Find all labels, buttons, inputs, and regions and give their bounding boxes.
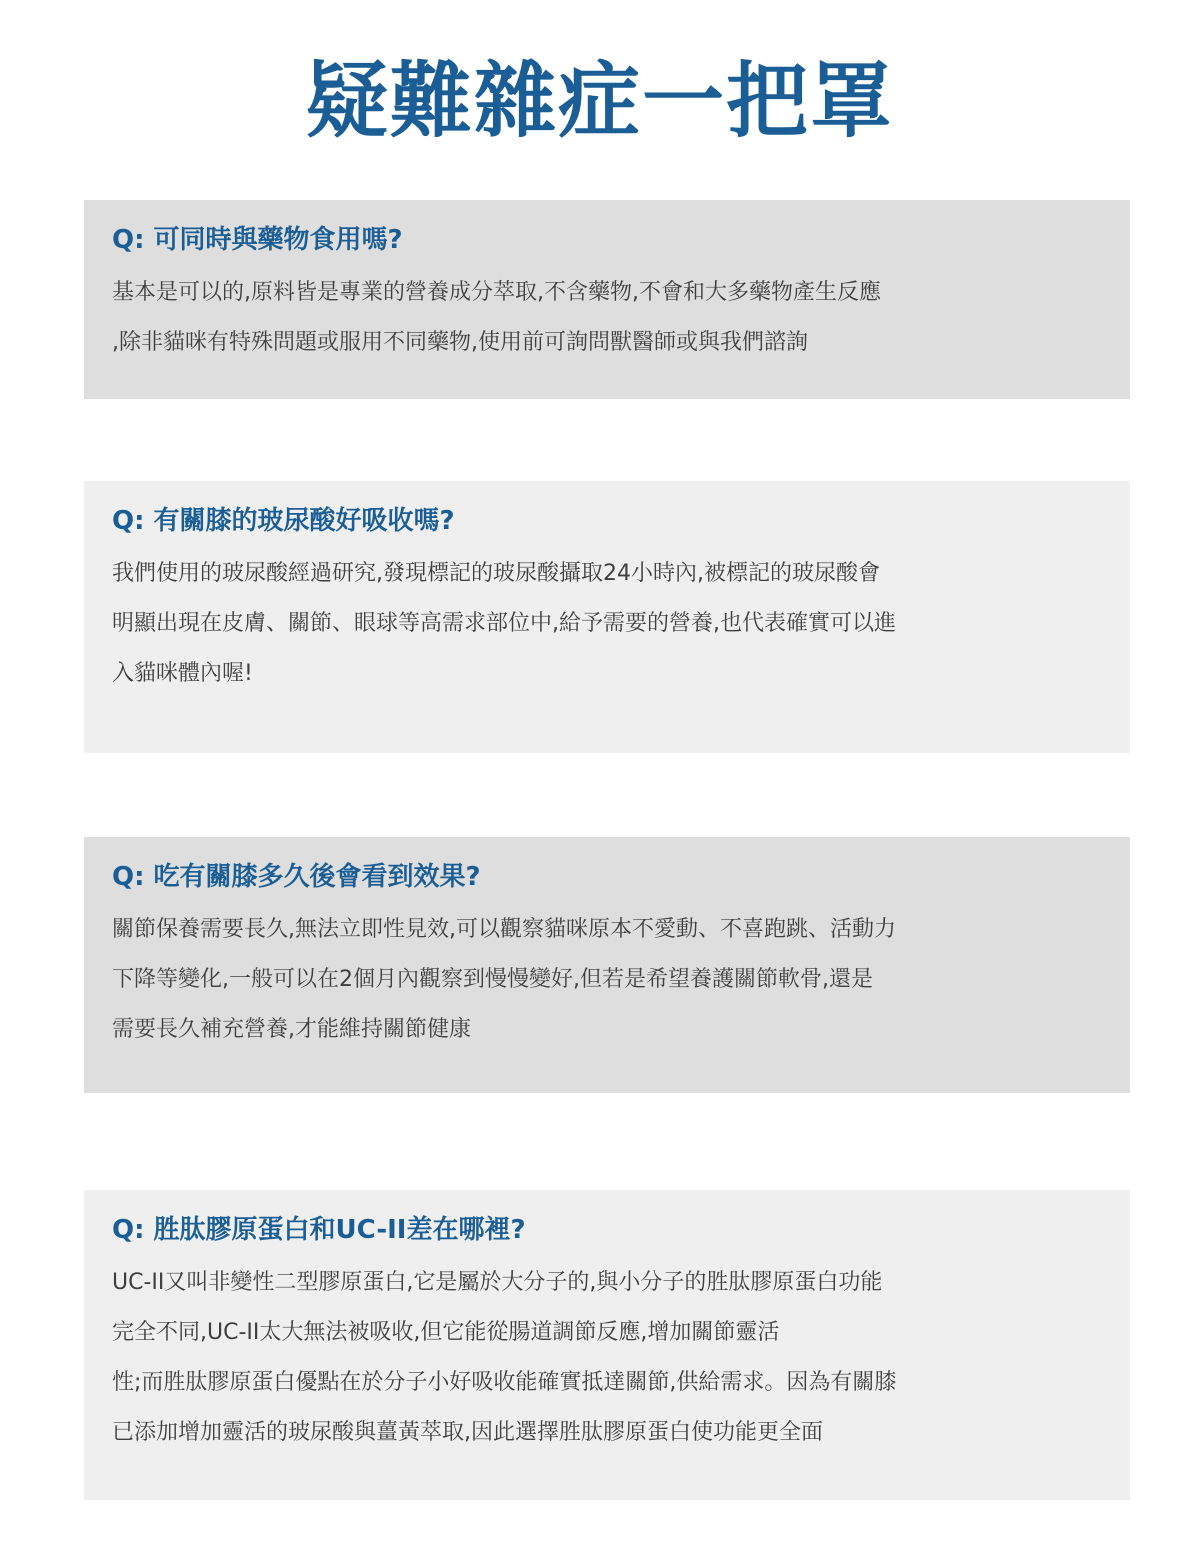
faq-answer-line: 已添加增加靈活的玻尿酸與薑黃萃取,因此選擇胜肽膠原蛋白使功能更全面 (112, 1420, 823, 1445)
faq-answer-line: 完全不同,UC-II太大無法被吸收,但它能從腸道調節反應,增加關節靈活 (112, 1320, 780, 1345)
faq-card-2 (84, 481, 1130, 753)
faq-answer-line: 關節保養需要長久,無法立即性見效,可以觀察貓咪原本不愛動、不喜跑跳、活動力 (112, 917, 896, 942)
faq-answer (112, 549, 1102, 699)
faq-answer-line: 下降等變化,一般可以在2個月內觀察到慢慢變好,但若是希望養護關節軟骨,還是 (112, 967, 873, 992)
faq-question: Q: 有關膝的玻尿酸好吸收嗎? (112, 506, 455, 536)
faq-card-3 (84, 837, 1130, 1093)
faq-answer-line: UC-II又叫非變性二型膠原蛋白,它是屬於大分子的,與小分子的胜肽膠原蛋白功能 (112, 1270, 883, 1295)
faq-answer (112, 1258, 1102, 1458)
faq-answer-line: 我們使用的玻尿酸經過研究,發現標記的玻尿酸攝取24小時內,被標記的玻尿酸會 (112, 561, 880, 586)
faq-card-1 (84, 200, 1130, 399)
faq-question: Q: 胜肽膠原蛋白和UC-II差在哪裡? (112, 1215, 526, 1245)
faq-answer-line: 基本是可以的,原料皆是專業的營養成分萃取,不含藥物,不會和大多藥物產生反應 (112, 280, 881, 305)
faq-answer-line: 需要長久補充營養,才能維持關節健康 (112, 1017, 471, 1042)
faq-answer-line: 性;而胜肽膠原蛋白優點在於分子小好吸收能確實抵達關節,供給需求。因為有關膝 (112, 1370, 897, 1395)
faq-answer (112, 268, 1102, 368)
faq-answer-line: 入貓咪體內喔! (112, 661, 253, 686)
faq-answer-line: ,除非貓咪有特殊問題或服用不同藥物,使用前可詢問獸醫師或與我們諮詢 (112, 330, 808, 355)
faq-answer (112, 905, 1102, 1055)
faq-question: Q: 可同時與藥物食用嗎? (112, 225, 403, 255)
faq-question: Q: 吃有關膝多久後會看到效果? (112, 862, 481, 892)
faq-answer-line: 明顯出現在皮膚、關節、眼球等高需求部位中,給予需要的營養,也代表確實可以進 (112, 611, 896, 636)
page-title: 疑難雜症一把罩 (305, 54, 894, 149)
faq-card-4 (84, 1190, 1130, 1500)
